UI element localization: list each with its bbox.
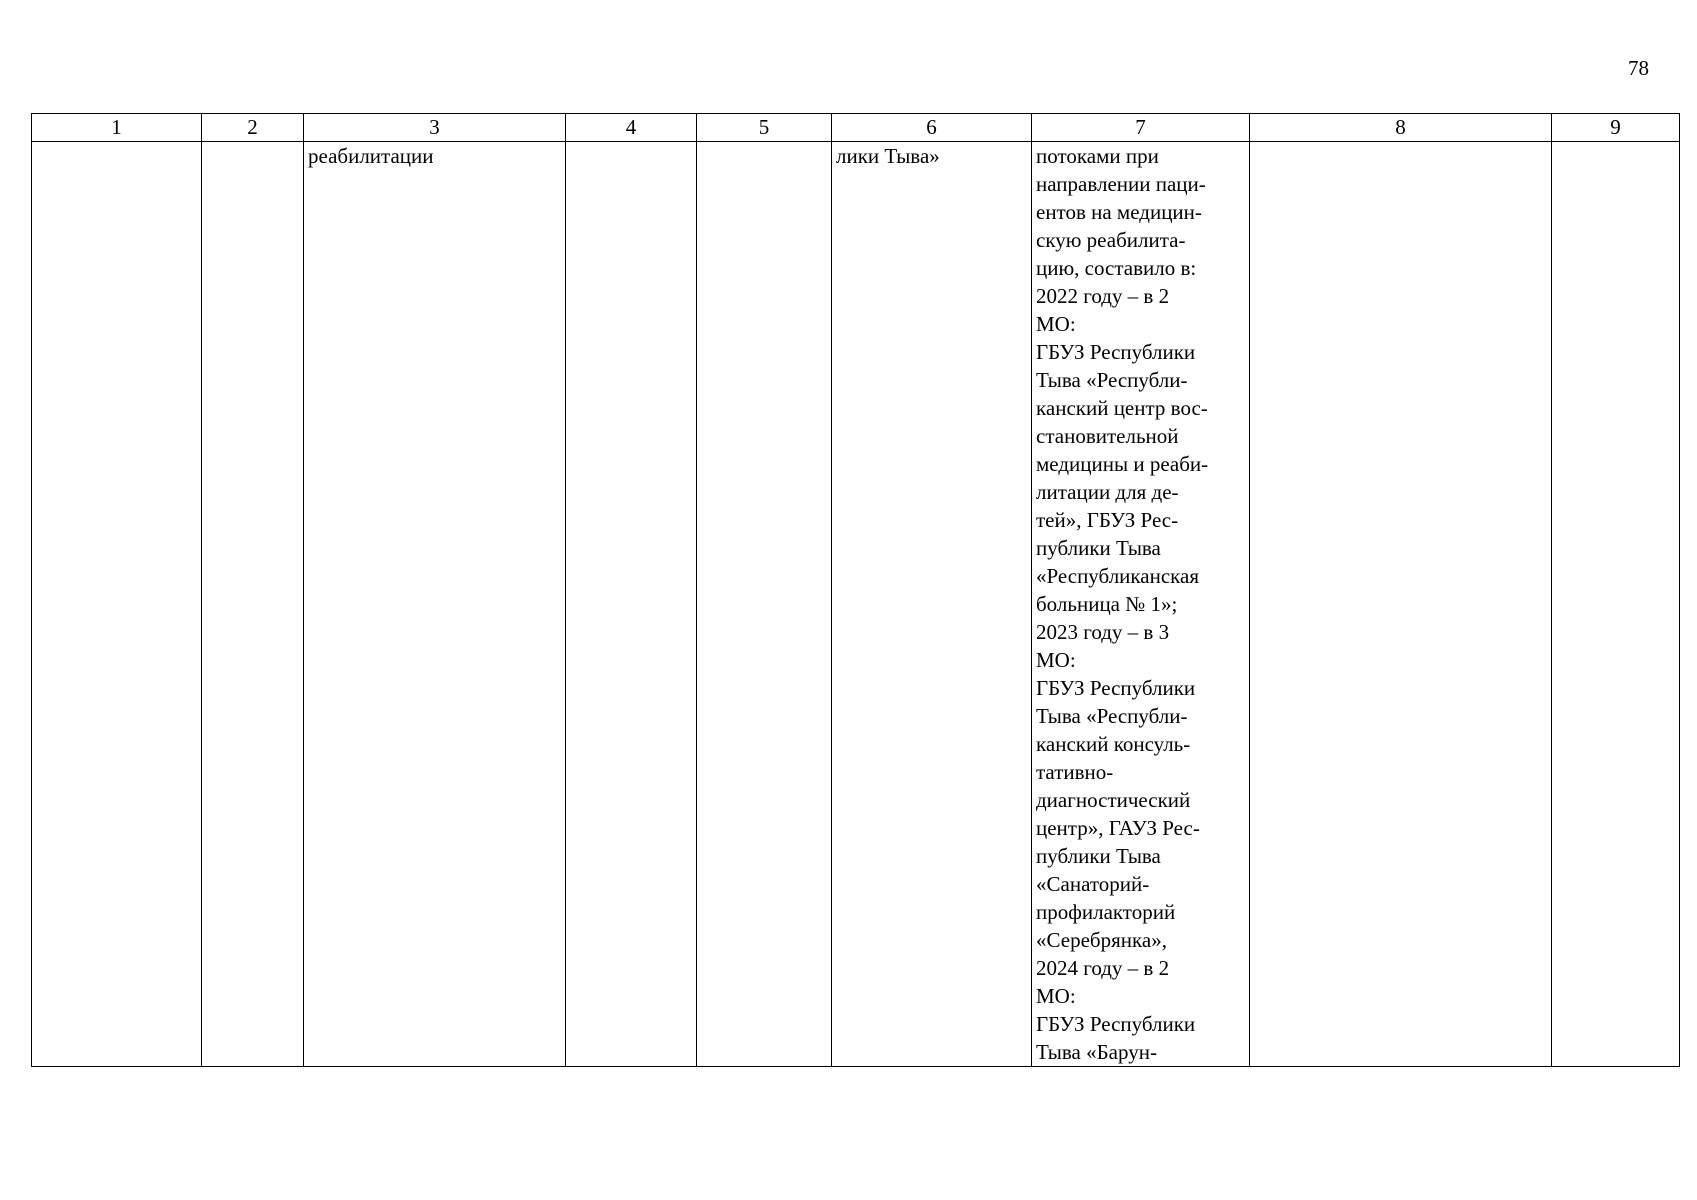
- column-header-2: 2: [202, 114, 304, 142]
- document-table: [31, 113, 1680, 1067]
- column-header-1: 1: [32, 114, 202, 142]
- header-row: [32, 114, 1680, 142]
- cell-col-9: [1552, 142, 1680, 1067]
- column-header-3: 3: [304, 114, 566, 142]
- column-header-6: 6: [832, 114, 1032, 142]
- table-row: [32, 142, 1680, 1067]
- column-header-5: 5: [697, 114, 832, 142]
- cell-col-2: [202, 142, 304, 1067]
- column-header-9: 9: [1552, 114, 1680, 142]
- cell-col-7: потоками при направлении паци- ентов на медицин- скую реабилита- цию, составило в: 2022 году – в 2 МО: ГБУЗ Республики Тыва «Республи- канский центр вос- становительной медицины и реаби- литации для де- тей», ГБУЗ Рес- публики Тыва «Республиканская больница № 1»; 2023 году – в 3 МО: ГБУЗ Республики Тыва «Республи- канский консуль- тативно- диагностический центр», ГАУЗ Рес- публики Тыва «Санаторий- профилакторий «Серебрянка», 2024 году – в 2 МО: ГБУЗ Республики Тыва «Барун-: [1032, 142, 1250, 1067]
- cell-col-3: реабилитации: [304, 142, 566, 1067]
- cell-col-5: [697, 142, 832, 1067]
- column-header-4: 4: [566, 114, 697, 142]
- column-header-7: 7: [1032, 114, 1250, 142]
- cell-col-6: лики Тыва»: [832, 142, 1032, 1067]
- cell-col-4: [566, 142, 697, 1067]
- cell-col-8: [1250, 142, 1552, 1067]
- column-header-8: 8: [1250, 114, 1552, 142]
- cell-col-1: [32, 142, 202, 1067]
- page-number: 78: [1628, 56, 1649, 80]
